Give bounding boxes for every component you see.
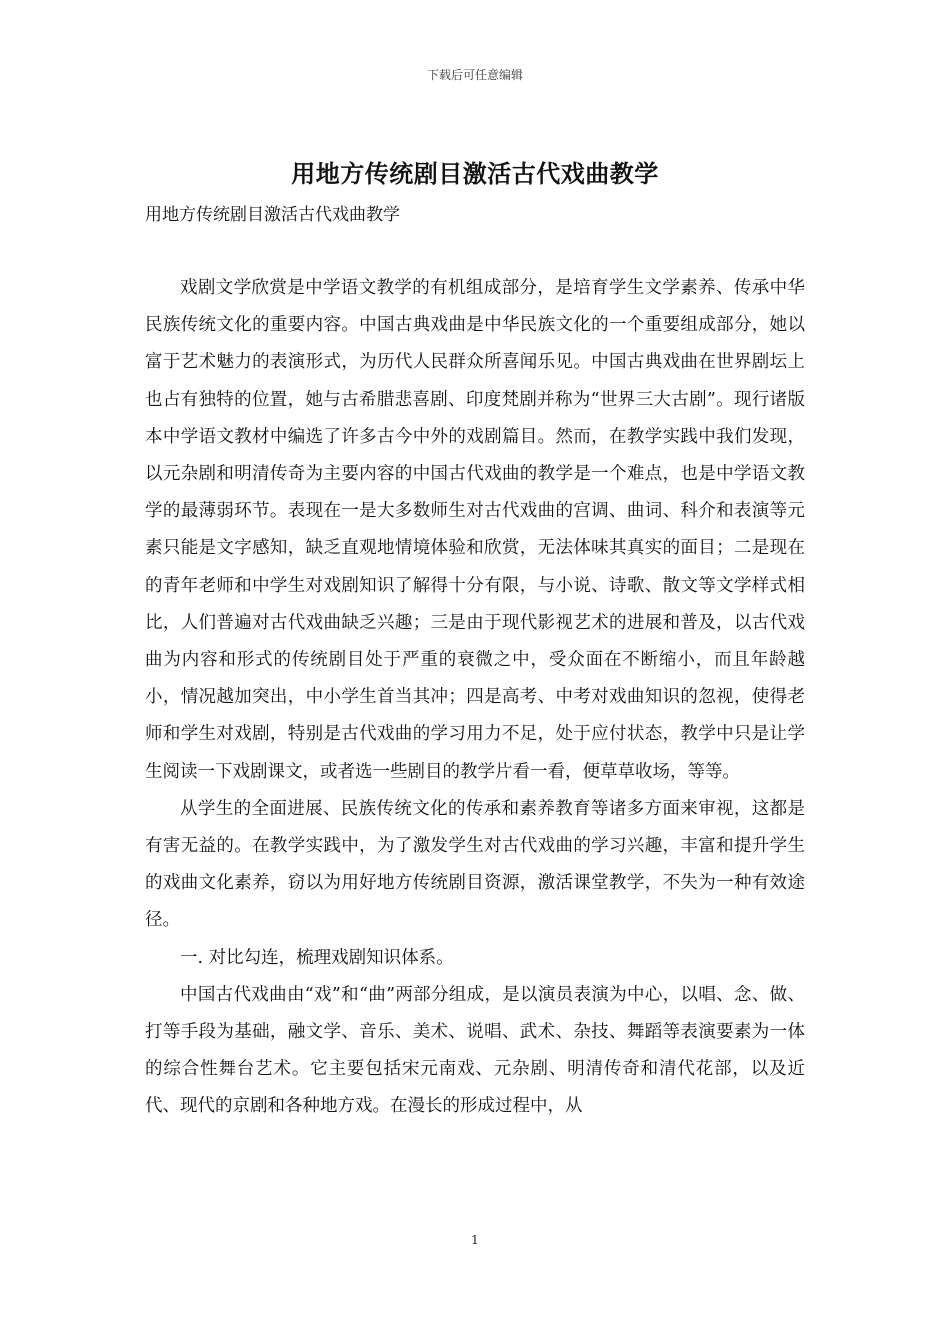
- paragraph: 中国古代戏曲由“戏”和“曲”两部分组成，是以演员表演为中心，以唱、念、做、打等手段为基础，融文学、音乐、美术、说唱、武术、杂技、舞蹈等表演要素为一体的综合性舞台艺术。它主要包括宋元南戏、元杂剧、明清传奇和清代花部，以及近代、现代的京剧和各种地方戏。在漫长的形成过程中，从: [145, 984, 805, 1117]
- document-subtitle: 用地方传统剧目激活古代戏曲教学: [145, 205, 400, 225]
- page-number: 1: [471, 1233, 479, 1247]
- paragraph: 戏剧文学欣赏是中学语文教学的有机组成部分，是培育学生文学素养、传承中华民族传统文化的重要内容。中国古典戏曲是中华民族文化的一个重要组成部分，她以富于艺术魅力的表演形式，为历代人民群众所喜闻乐见。中国古典戏曲在世界剧坛上也占有独特的位置，她与古希腊悲喜剧、印度梵剧并称为“世界三大古剧”。现行诸版本中学语文教材中编选了许多古今中外的戏剧篇目。然而，在教学实践中我们发现，以元杂剧和明清传奇为主要内容的中国古代戏曲的教学是一个难点，也是中学语文教学的最薄弱环节。表现在一是大多数师生对古代戏曲的宫调、曲词、科介和表演等元素只能是文字感知，缺乏直观地情境体验和欣赏，无法体味其真实的面目；二是现在的青年老师和中学生对戏剧知识了解得十分有限，与小说、诗歌、散文等文学样式相比，人们普遍对古代戏曲缺乏兴趣；三是由于现代影视艺术的进展和普及，以古代戏曲为内容和形式的传统剧目处于严重的衰微之中，受众面在不断缩小，而且年龄越小，情况越加突出，中小学生首当其冲；四是高考、中考对戏曲知识的忽视，使得老师和学生对戏剧，特别是古代戏曲的学习用力不足，处于应付状态，教学中只是让学生阅读一下戏剧课文，或者选一些剧目的教学片看一看，便草草收场，等等。: [145, 278, 805, 782]
- header-note: 下载后可任意编辑: [426, 68, 523, 82]
- section-heading: 一. 对比勾连，梳理戏剧知识体系。: [180, 947, 454, 968]
- paragraph: 从学生的全面进展、民族传统文化的传承和素养教育等诸多方面来审视，这都是有害无益的。在教学实践中，为了激发学生对古代戏曲的学习兴趣，丰富和提升学生的戏曲文化素养，窃以为用好地方传统剧目资源，激活课堂教学，不失为一种有效途径。: [145, 798, 805, 931]
- document-body: [145, 270, 805, 1126]
- document-title: 用地方传统剧目激活古代戏曲教学: [291, 159, 659, 188]
